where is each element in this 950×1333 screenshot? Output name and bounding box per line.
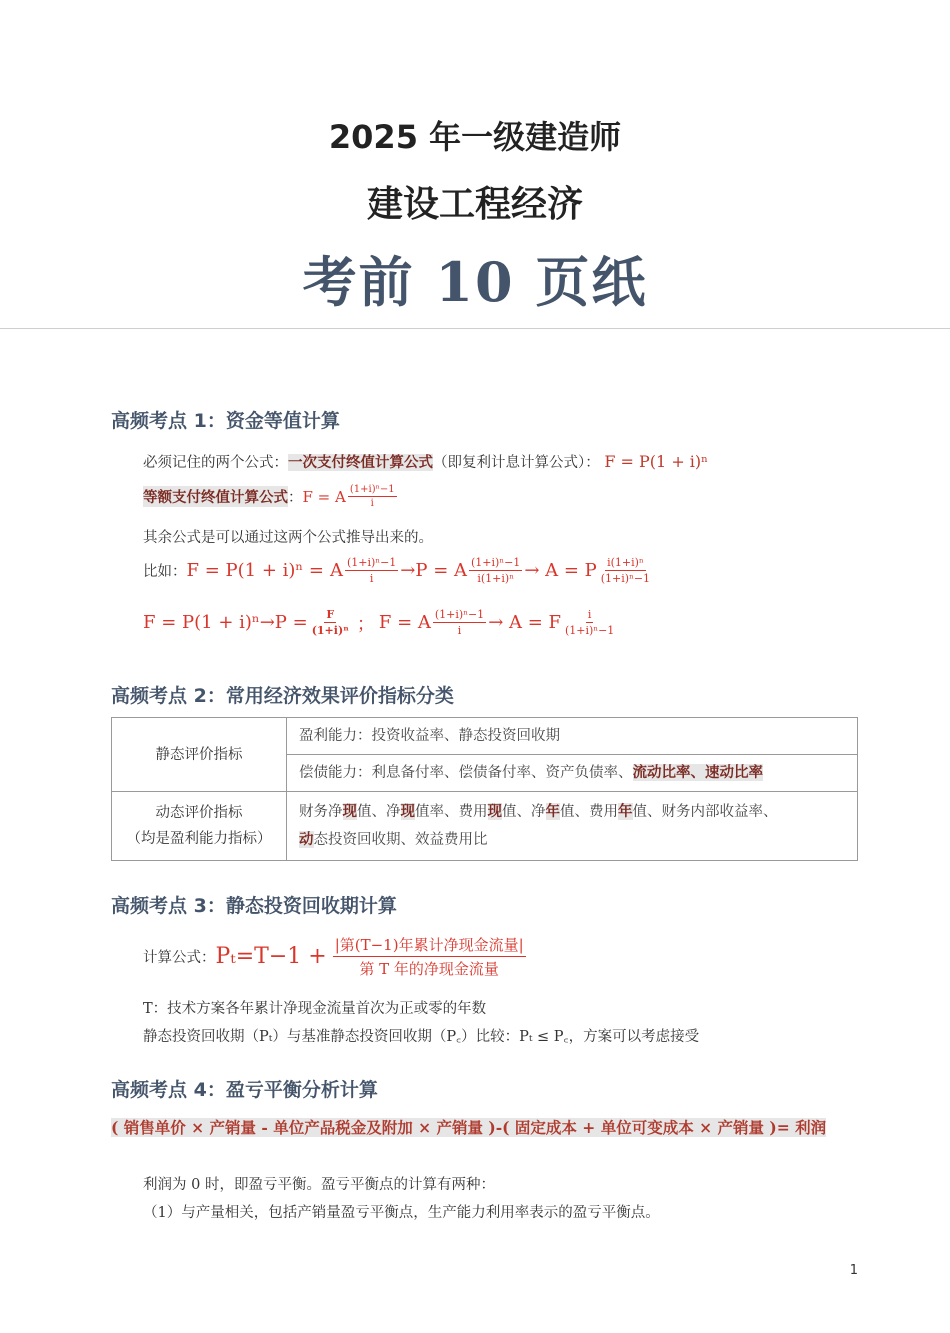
s1-f2-c: → A = F — [488, 612, 562, 633]
dyn-em: 年 — [545, 803, 560, 820]
s1-f2-frac1 — [310, 608, 351, 637]
s1-f1-frac3 — [599, 556, 652, 585]
s1-f2-frac3 — [563, 608, 616, 637]
s1-derivation-2 — [143, 608, 618, 637]
s1-f2-frac1-num: F — [326, 608, 335, 621]
dyn-text: 值、费用 — [560, 804, 618, 820]
s1-p1-suffix: （即复利计息计算公式）： — [433, 455, 600, 471]
static-indicator-label: 静态评价指标 — [112, 718, 287, 792]
s1-paragraph-2 — [143, 484, 399, 509]
section-3-title: 高频考点 3：静态投资回收期计算 — [111, 895, 397, 917]
s1-f1-frac1-num: (1+i)ⁿ−1 — [347, 556, 397, 569]
s1-f2-frac2 — [433, 608, 486, 637]
s1-p2-colon: ： — [288, 490, 303, 506]
dyn-text: 值、净 — [502, 804, 546, 820]
s1-f1-frac2-den: i(1+i)ⁿ — [477, 572, 514, 585]
indicator-table — [111, 717, 858, 861]
s4-paragraph-1: 利润为 0 时，即盈亏平衡。盈亏平衡点的计算有两种： — [143, 1177, 495, 1193]
s1-derivation-1 — [143, 556, 654, 585]
s1-f1-a: F = P(1 + i)ⁿ = — [186, 560, 324, 581]
profitability-cell: 盈利能力：投资收益率、静态投资回收期 — [287, 718, 858, 755]
dyn-em: 年 — [618, 803, 633, 820]
s3-formula — [143, 934, 528, 979]
profit-equation-text: ( 销售单价 × 产销量 - 单位产品税金及附加 × 产销量 )-( 固定成本 + 单位可变成本 × 产销量 )= 利润 — [111, 1118, 827, 1137]
table-row — [112, 718, 858, 755]
s1-paragraph-3: 其余公式是可以通过这两个公式推导出来的。 — [143, 530, 433, 546]
dyn-em: 现 — [342, 803, 357, 820]
section-2-title: 高频考点 2：常用经济效果评价指标分类 — [111, 685, 454, 707]
s1-f1-b: A — [330, 560, 343, 581]
s1-f2-sep: ； — [356, 613, 375, 635]
s1-p1-highlight: 一次支付终值计算公式 — [288, 454, 433, 471]
dyn-em: 现 — [400, 803, 415, 820]
s1-f1-frac2-num: (1+i)ⁿ−1 — [471, 556, 521, 569]
dyn-text: 值率、费用 — [415, 804, 488, 820]
s1-p2-lhs: F = A — [302, 487, 346, 506]
s1-f2-frac2-den: i — [457, 624, 462, 637]
s1-example-label: 比如： — [143, 564, 187, 580]
s1-f1-frac3-num: i(1+i)ⁿ — [607, 556, 644, 569]
s3-formula-fraction — [333, 934, 526, 979]
s1-f2-a: F = P(1 + i)ⁿ→P = — [143, 612, 308, 633]
dynamic-label-line2: （均是盈利能力指标） — [126, 831, 272, 847]
header-divider — [0, 328, 950, 329]
dyn-text: 财务净 — [299, 804, 343, 820]
dyn-text: 态投资回收期、效益费用比 — [313, 832, 488, 848]
doc-title-line3: 考前 10 页纸 — [302, 250, 648, 314]
s3-formula-den: 第 T 年的净现金流量 — [359, 960, 499, 978]
dynamic-indicator-cell — [287, 792, 858, 861]
s1-f1-frac1 — [345, 556, 398, 585]
dynamic-indicator-label — [112, 792, 287, 861]
s1-f2-frac3-num: i — [587, 608, 592, 621]
solvency-highlight: 流动比率、速动比率 — [632, 764, 763, 781]
s1-f1-d: → A = P — [524, 560, 597, 581]
s1-p2-den: i — [370, 498, 374, 509]
s4-paragraph-2: （1）与产量相关，包括产销量盈亏平衡点，生产能力利用率表示的盈亏平衡点。 — [143, 1205, 660, 1221]
dyn-em: 现 — [487, 803, 502, 820]
s1-f1-frac3-den: (1+i)ⁿ−1 — [600, 572, 651, 585]
s1-p2-highlight: 等额支付终值计算公式 — [143, 486, 288, 507]
s1-p2-num: (1+i)ⁿ−1 — [349, 484, 395, 495]
s1-f1-c: →P = A — [400, 560, 468, 581]
s1-paragraph-1 — [143, 451, 708, 472]
doc-title-line2: 建设工程经济 — [366, 184, 583, 225]
s1-p2-fraction — [348, 484, 397, 509]
solvency-cell — [287, 755, 858, 792]
page-number: 1 — [849, 1263, 858, 1278]
dynamic-label-line1: 动态评价指标 — [155, 805, 243, 821]
s3-formula-num: |第(T−1)年累计净现金流量| — [333, 934, 526, 957]
dyn-text: 值、财务内部收益率、 — [632, 804, 778, 820]
s1-f2-b: F = A — [378, 612, 431, 633]
s3-formula-lhs: Pₜ=T−1 + — [215, 944, 327, 969]
s1-p1-formula: F = P(1 + i)ⁿ — [604, 452, 709, 471]
profit-equation — [111, 1114, 859, 1142]
s1-f2-frac2-num: (1+i)ⁿ−1 — [434, 608, 485, 621]
s1-f1-frac2 — [469, 556, 522, 585]
doc-title-line1: 2025 年一级建造师 — [328, 118, 622, 156]
s3-formula-label: 计算公式： — [143, 950, 216, 966]
s1-f2-frac1-den: (1+i)ⁿ — [311, 624, 349, 637]
section-4-title: 高频考点 4：盈亏平衡分析计算 — [111, 1079, 378, 1101]
s1-f1-frac1-den: i — [369, 572, 374, 585]
s3-comparison: 静态投资回收期（Pₜ）与基准静态投资回收期（P꜀）比较：Pₜ ≤ P꜀，方案可以考虑接受 — [143, 1029, 700, 1045]
solvency-text: 偿债能力：利息备付率、偿债备付率、资产负债率、 — [299, 765, 633, 781]
section-1-title: 高频考点 1：资金等值计算 — [111, 410, 340, 432]
dyn-em: 动 — [299, 831, 314, 848]
s1-p1-prefix: 必须记住的两个公式： — [143, 455, 288, 471]
s1-f2-frac3-den: (1+i)ⁿ−1 — [565, 624, 615, 637]
s3-t-definition: T：技术方案各年累计净现金流量首次为正或零的年数 — [143, 1001, 487, 1017]
table-row — [112, 792, 858, 861]
dyn-text: 值、净 — [357, 804, 401, 820]
